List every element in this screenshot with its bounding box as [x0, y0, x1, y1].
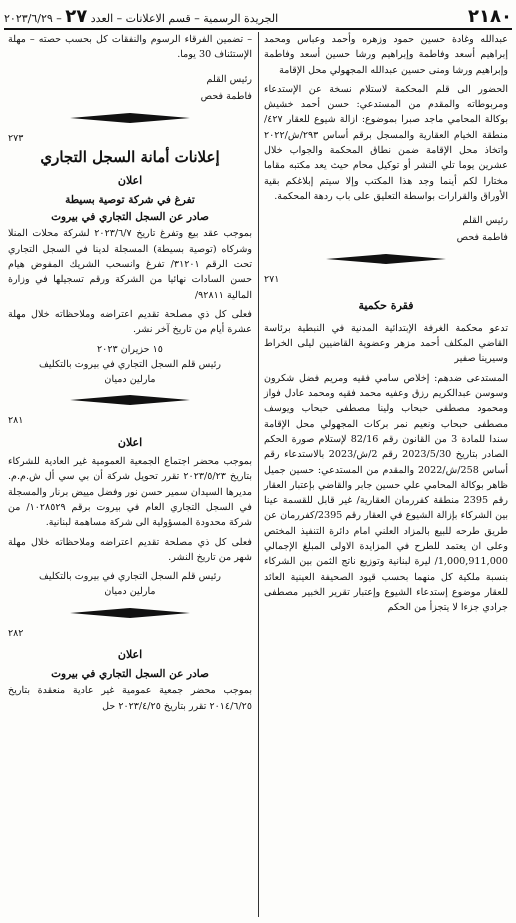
- section-divider: [8, 395, 252, 405]
- paragraph: بموجب محضر اجتماع الجمعية العمومية غير العادية للشركاء بتاريخ ٢٠٢٣/٥/٢٣ تقرر تحويل شركة أن بي سي أل ش.م.م. مديرها السيدان سمير حسن نور وفضل مييض برنار والمسجلة في السجل التجاري العام في بيروت برقم ١٠٢٨٥٢٩/ من شركة محدودة المسؤولية الى شركة مساهمة لبنانية.: [8, 456, 252, 529]
- section-title: فقرة حكمية: [358, 298, 414, 312]
- section-divider: [8, 608, 252, 618]
- right-column: [264, 32, 508, 620]
- paragraph: بموجب محضر جمعية عمومية غير عادية منعقدة بتاريخ ٢٠١٤/٦/٢٥ تقرر بتاريخ ٢٠٢٣/٤/٢٥ حل: [8, 685, 252, 712]
- paragraph: – تضمين الفرقاء الرسوم والنفقات كل بحسب حصته – مهلة الإستئناف 30 يوما.: [8, 34, 252, 61]
- left-column: [8, 32, 252, 718]
- page-number: ٢١٨٠: [468, 5, 512, 27]
- paragraph: فعلى كل ذي مصلحة تقديم اعتراضه وملاحظاته خلال مهلة عشرة أيام من تاريخ آخر نشر.: [8, 308, 252, 336]
- section-divider: [264, 254, 508, 264]
- ad-subtitle: تفرغ في شركة توصية بسيطة: [65, 194, 195, 207]
- ad-subtitle: صادر عن السجل التجاري في بيروت: [51, 211, 209, 224]
- issue-text: الجريدة الرسمية – قسم الاعلانات – العدد: [90, 11, 279, 25]
- section-divider: [8, 113, 252, 123]
- paragraph: فعلى كل ذي مصلحة تقديم اعتراضه وملاحظاته خلال مهلة شهر من تاريخ النشر.: [8, 536, 252, 563]
- signature-block: [264, 212, 508, 246]
- signature-name: فاطمة فحص: [200, 90, 252, 102]
- ad-date: ١٥ حزيران ٢٠٢٣: [97, 343, 163, 355]
- column-rule: [258, 32, 259, 917]
- ad-label: اعلان: [117, 174, 143, 188]
- ad-label: اعلان: [117, 648, 143, 662]
- paragraph: الحضور الى قلم المحكمة لاستلام نسخة عن الإستدعاء ومربوطاته والمقدم من المستدعي: حسن أحمد خشيش بوكالة المحامي ماجد صبرا بموضوع: ازالة شيوع للعقار ٤٢٧/ منطقة الخيام العقارية والمسجل برقم أساس ٢٩٣/ش/٢٠٢٢ واتخاذ محل الإقامة ضمن نطاق المحكمة والجواب خلال عشرين يوما تلي النشر أو توكيل محام حيث يعد مكتبه مقاما مختارا لكم أينما وجد هذا المكتب وإلا سيتم إبلاغكم بقية الأوراق والقرارات بواسطة التعليق على باب ردهة المحكمة.: [264, 83, 508, 202]
- paragraph: بموجب عقد بيع وتفرغ تاريخ ٢٠٢٣/٦/٧ لشركة محلات المنلا وشركاه (توصية بسيطة) المسجلة لدينا في السجل التجاري تحت الرقم ٣١٢٠١/ تفرغ وانسحب الشريك المفوض هيام حسن السادات نهائيا من الشركة ورقم تسجيلها في وزارة المالية ٩٢٨١١/: [8, 228, 252, 301]
- issue-number: ٢٧: [65, 5, 88, 27]
- page-header: [4, 4, 512, 30]
- issue-date: – ٢٠٢٣/٦/٢٩: [4, 11, 62, 25]
- section-title: إعلانات أمانة السجل التجاري: [40, 147, 220, 166]
- signature-title: رئيس القلم: [462, 215, 508, 227]
- notice-number: ٢٧١: [264, 274, 280, 286]
- signature-title: رئيس قلم السجل التجاري في بيروت بالتكليف: [38, 358, 222, 370]
- ad-label: اعلان: [117, 435, 143, 449]
- paragraph: تدعو محكمة الغرفة الإبتدائية المدنية في النبطية برئاسة القاضي المكلف أحمد مزهر وعضوية القاضيين ليلى الخراط وسيرينا صفير: [264, 322, 508, 365]
- signature-name: مارلين دميان: [104, 586, 156, 598]
- signature-title: رئيس القلم: [206, 73, 252, 85]
- notice-number: ٢٨٢: [8, 627, 24, 639]
- ad-subtitle: صادر عن السجل التجاري في بيروت: [51, 668, 209, 681]
- signature-title: رئيس قلم السجل التجاري في بيروت بالتكليف: [38, 571, 222, 583]
- notice-number: ٢٧٣: [8, 132, 24, 144]
- paragraph: عبدالله وغادة حسين حمود وزهره وأحمد وعباس ومحمد إبراهيم أسعد وفاطمة وإبراهيم ورشا حسين أسعد وفاطمة وإبراهيم ورشا ومنى حسين عبدالله المجهولي محل الإقامة: [264, 34, 508, 76]
- running-head: [4, 6, 278, 27]
- notice-number: ٢٨١: [8, 415, 24, 427]
- paragraph: المستدعى ضدهم: إخلاص سامي فقيه ومريم فضل شكرون وسوسن عبدالكريم رزق وعفيه محمد فقيه ومحمد عادل فواز ومحمود مصطفى حبحاب ولينا مصطفى حبحاب ويوسف مصطفى حبحاب ونعيم نمر بركات المجهولي محل الإقامة سندا للمادة 3 من القانون رقم 82/16 لإستلام صورة الحكم الصادر بتاريخ 2023/5/30 رقم 2/ش/2023 بالاستدعاء رقم أساس 258/ش/2022 والمقدم من المستدعي: حسين جميل ظاهر بوكالة المحامي علي حسين جابر والقاضي بإعتبار العقار رقم 2395 منطقة كفررمان العقارية/ غير قابل للقسمة عينا بين الشركاء بإزالة الشيوع في العقار رقم 2395/كفررمان عن طريق طرحه للبيع بالمزاد العلني امام دائرة التنفيذ المختص وعلى ان يعتمد للطرح في المزايدة الاولى المبلغ الإجمالي 1,000,911,000/ ليرة لبنانية وتوزيع ناتج الثمن بين الشركاء بنسبة ملكية كل منهما بحسب قيود الصحيفة العينية العائد للعقار موضوع إستدعاء الشيوع وإعتبار تقرير الخبير مصطفى جرادي جزءا لا يتجزأ من الحكم: [264, 372, 509, 614]
- signature-name: مارلين دميان: [104, 374, 156, 386]
- signature-name: فاطمة فحص: [456, 232, 508, 244]
- signature-block: [8, 71, 252, 105]
